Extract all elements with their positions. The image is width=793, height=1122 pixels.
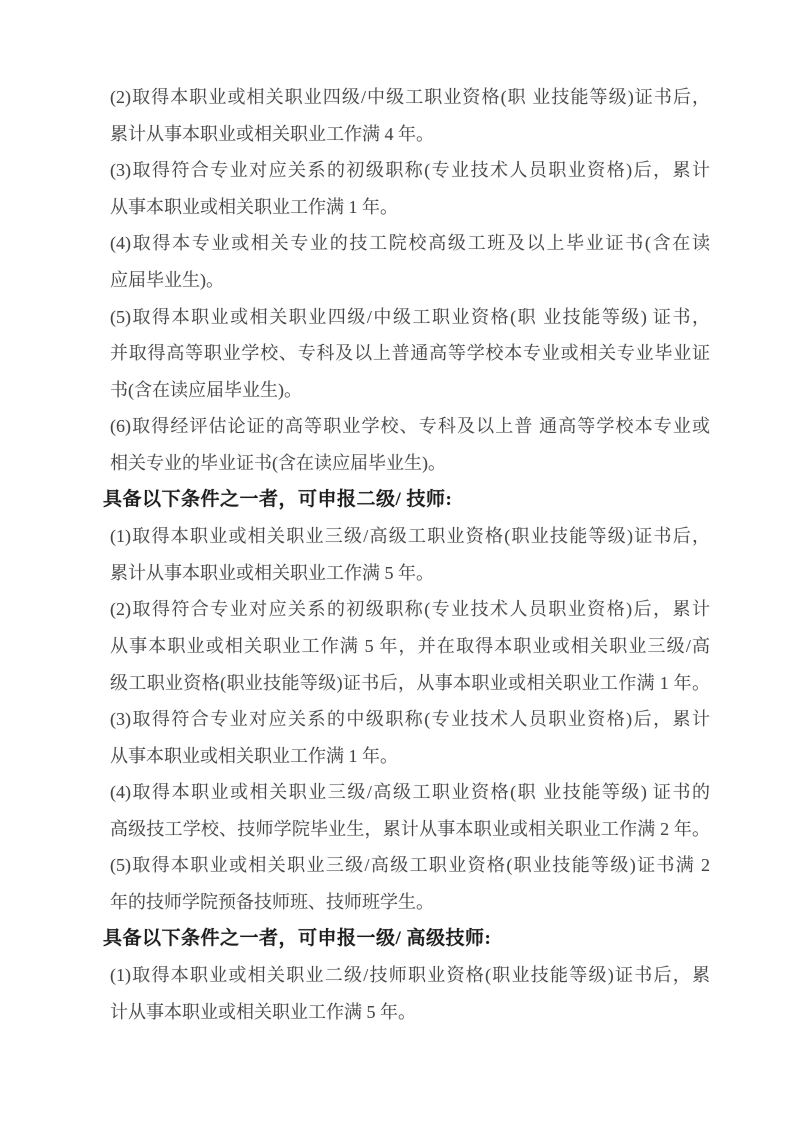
text-line: (5)取得本职业或相关职业四级/中级工职业资格(职 业技能等级) 证书， bbox=[110, 306, 710, 327]
requirement-item bbox=[103, 225, 711, 298]
text-line: 级工职业资格(职业技能等级)证书后，从事本职业或相关职业工作满 1 年。 bbox=[110, 672, 710, 693]
requirement-item bbox=[103, 408, 711, 481]
text-line: (6)取得经评估论证的高等职业学校、专科及以上普 通高等学校本专业或 bbox=[110, 416, 710, 437]
text-line: 高级技工学校、技师学院毕业生，累计从事本职业或相关职业工作满 2 年。 bbox=[110, 818, 710, 839]
section-heading-tier1 bbox=[103, 921, 711, 958]
requirement-item bbox=[103, 591, 711, 701]
text-line: 从事本职业或相关职业工作满 5 年，并在取得本职业或相关职业三级/高 bbox=[110, 635, 710, 656]
text-line: 计从事本职业或相关职业工作满 5 年。 bbox=[110, 1001, 416, 1022]
text-line: 并取得高等职业学校、专科及以上普通高等学校本专业或相关专业毕业证 bbox=[110, 343, 710, 364]
text-line: (2)取得符合专业对应关系的初级职称(专业技术人员职业资格)后，累计 bbox=[110, 599, 710, 620]
text-line: (2)取得本职业或相关职业四级/中级工职业资格(职 业技能等级)证书后， bbox=[110, 87, 710, 107]
requirement-item bbox=[103, 957, 711, 1030]
document-page bbox=[103, 79, 711, 1030]
section-heading-tier2 bbox=[103, 482, 711, 519]
requirement-item bbox=[103, 299, 711, 409]
requirement-item bbox=[103, 701, 711, 774]
requirement-item bbox=[103, 79, 711, 152]
section-heading-text: 具备以下条件之一者，可申报一级/ 高级技师: bbox=[103, 927, 492, 949]
text-line: 从事本职业或相关职业工作满 1 年。 bbox=[110, 196, 398, 217]
text-line: (4)取得本职业或相关职业三级/高级工职业资格(职 业技能等级) 证书的 bbox=[110, 782, 710, 803]
text-line: 年的技师学院预备技师班、技师班学生。 bbox=[110, 892, 434, 913]
text-line: (1)取得本职业或相关职业二级/技师职业资格(职业技能等级)证书后，累 bbox=[110, 965, 710, 986]
text-line: 累计从事本职业或相关职业工作满 4 年。 bbox=[110, 123, 434, 144]
text-line: 从事本职业或相关职业工作满 1 年。 bbox=[110, 745, 398, 766]
section-heading-text: 具备以下条件之一者，可申报二级/ 技师: bbox=[103, 488, 453, 510]
text-line: (5)取得本职业或相关职业三级/高级工职业资格(职业技能等级)证书满 2 bbox=[110, 855, 710, 876]
text-line: 相关专业的毕业证书(含在读应届毕业生)。 bbox=[110, 452, 446, 473]
text-line: 书(含在读应届毕业生)。 bbox=[110, 379, 302, 400]
text-line: (4)取得本专业或相关专业的技工院校高级工班及以上毕业证书(含在读 bbox=[110, 233, 710, 254]
text-line: 累计从事本职业或相关职业工作满 5 年。 bbox=[110, 562, 434, 583]
requirement-item bbox=[103, 152, 711, 225]
text-line: (1)取得本职业或相关职业三级/高级工职业资格(职业技能等级)证书后， bbox=[110, 526, 710, 547]
requirement-item bbox=[103, 518, 711, 591]
text-line: (3)取得符合专业对应关系的初级职称(专业技术人员职业资格)后，累计 bbox=[110, 160, 710, 181]
requirement-item bbox=[103, 774, 711, 847]
text-line: 应届毕业生)。 bbox=[110, 269, 224, 290]
requirement-item bbox=[103, 847, 711, 920]
text-line: (3)取得符合专业对应关系的中级职称(专业技术人员职业资格)后，累计 bbox=[110, 709, 710, 730]
